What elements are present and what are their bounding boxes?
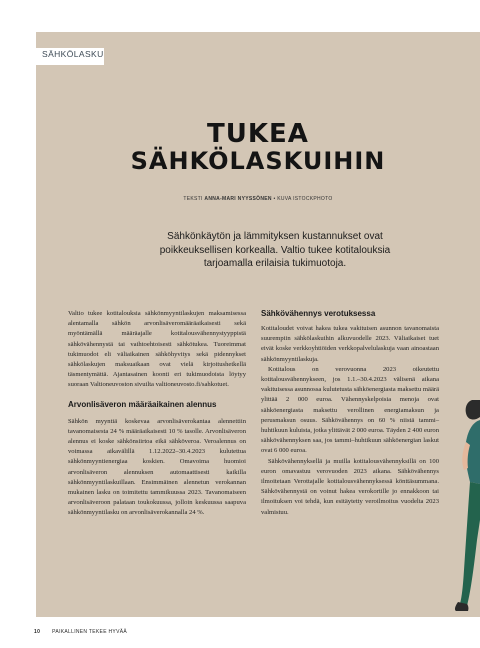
article-column-left: [68, 309, 246, 519]
subheading-vat: Arvonlisäveron määräaikainen alennus: [68, 399, 217, 409]
headline-line-2: SÄHKÖLASKUIHIN: [130, 147, 386, 175]
deduction-paragraph-1: Kotitaloudet voivat hakea tukea vakituisen asunnon tavanomaista suurempiin sähkölaskuihin alkuvuodelle 2023. Väliaikaiset tuet eivät koske verkkoyhtiöiden verkkopalvelulaskuja vaan ainoastaan sähkönmyyntilaskuja.: [261, 325, 439, 363]
vat-paragraph: Sähkön myyntiä koskevaa arvonlisäverokantaa alennettiin tavanomaisesta 24 % määräaikaisesti 10 % tasolle. Arvonlisäveron alennus ei koske sähkönsiirtoa eikä sähköveroa. Veroalennus on voimassa aikavälillä 1.12.2022–30.4.2023 kulutettua sähkönmyyntienergiaa koskien. Omavoima huomioi arvonlisäveron alennuksen automaattisesti kaikilla sähkönmyyntilaskuillaan. Ensimmäinen alennetun verokannan mukainen lasku on toimitettu tammikuussa 2023. Tavanomaiseen arvonlisäveroon palataan toukokuussa, jolloin keskuussa saapuva sähkönmyyntilasku on arvonlisäverokannalla 24 %.: [68, 417, 246, 517]
page-number: 10: [34, 629, 41, 635]
headline-line-1: TUKEA: [207, 119, 309, 149]
article-column-right: [261, 309, 439, 518]
byline-author: ANNA-MARI NYYSSÖNEN: [204, 196, 272, 202]
lead-paragraph: Sähkönkäytön ja lämmityksen kustannukset ovat poikkeuksellisen korkealla. Valtio tukee kotitalouksia tarjoamalla erilaisia tukimuotoja.: [159, 231, 391, 269]
illustration-person: [440, 390, 480, 620]
magazine-name: PAIKALLINEN TEKEE HYVÄÄ: [52, 629, 127, 635]
deduction-paragraph-3: Sähkövähennyksellä ja muilla kotitalousvähennyksillä on 100 euron omavastuu verovuoden 2023 aikana. Sähkövähennys ilmoitetaan Verottajalle kotitalousvähennyksessä könttäsummana. Sähkövähennystä on voinut hakea verokortille jo ennakkoon tai ilmoituksen voi tehdä, kun esitäytetty veroilmoitus vuodelta 2023 valmistuu.: [261, 457, 439, 516]
byline-suffix: • KUVA ISTOCKPHOTO: [271, 196, 333, 202]
page-footer: [34, 629, 127, 635]
subheading-deduction: Sähkövähennys verotuksessa: [261, 309, 376, 318]
byline-prefix: TEKSTI: [183, 196, 205, 202]
intro-paragraph: Valtio tukee kotitalouksia sähkönmyyntilaskujen maksamisessa alentamalla sähkön arvonlisäveromääräaikaisesti sekä myöntämällä määräajalle kotitalousvähennystyyppistä sähkövähennystä tai vaihtoehtoisesti sähkötukea. Tuoreimmat tukimuodot eli väliaikainen sähköhyvitys sekä pidennykset sähkölaskujen maksuaikaan ovat vielä kirjoitushetkellä täsmentymättä. Ajantasainen koonti eri tukimuodoista löytyy suoraan Valtioneuvoston sivuilta valtioneuvosto.fi/sahkotuet.: [68, 310, 246, 389]
byline: [36, 196, 480, 202]
deduction-paragraph-2: Kotitalous on verovuonna 2023 oikeutettu kotitalousvähennykseen, jos 1.1.–30.4.2023 välisenä aikana vakituisessa asunnossa kulutetusta sähköenergiasta maksettu määrä ylittää 2 000 euroa. Vähennyskelpoisia menoja ovat sähköenergiasta maksettu verollinen energiamaksun ja perusmaksun osuus. Sähkövähennys on 60 % niistä tammi–huhtikuun kuluista, jotka ylittävät 2 000 euroa. Täyden 2 400 euron sähkövähennyksen saa, jos tammi–huhtikuun sähköenergian laskut ovat 6 000 euroa.: [261, 365, 439, 455]
section-label: SÄHKÖLASKU: [42, 49, 104, 59]
